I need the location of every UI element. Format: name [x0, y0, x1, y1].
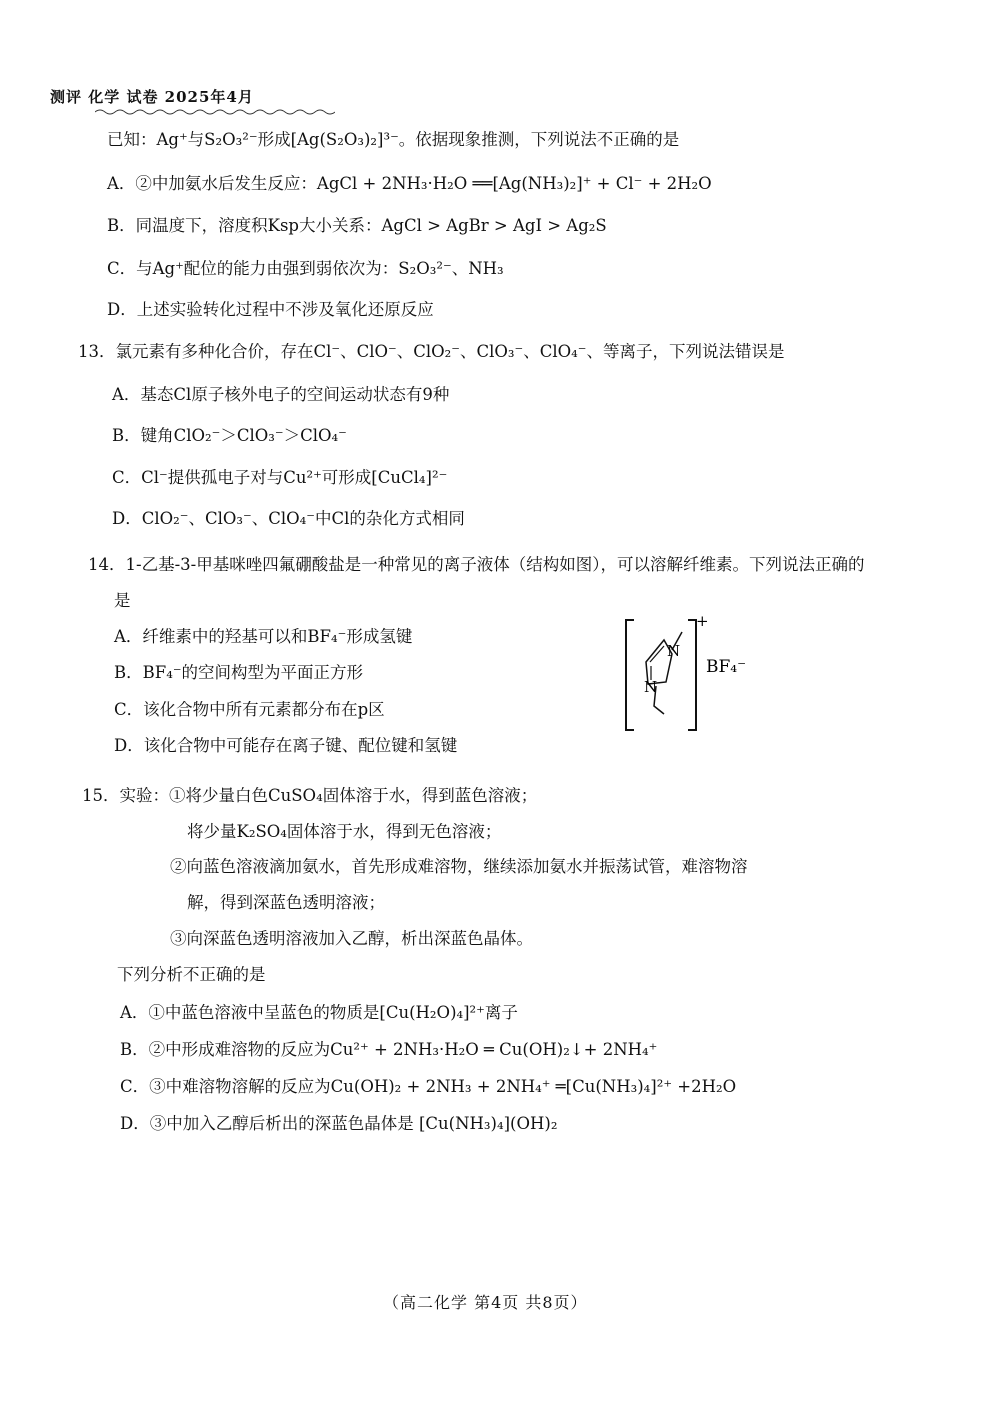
q14-stem-cont: 是 — [114, 591, 131, 610]
q12-option-b: B．同温度下，溶度积Ksp大小关系：AgCl > AgBr > AgI > Ag₂S — [107, 216, 607, 235]
q15-line-2: 将少量K₂SO₄固体溶于水，得到无色溶液； — [187, 822, 502, 841]
left-bracket — [626, 620, 634, 730]
q14-option-d: D．该化合物中可能存在离子键、配位键和氢键 — [114, 736, 458, 755]
q15-option-c: C．③中难溶物溶解的反应为Cu(OH)₂ + 2NH₃ + 2NH₄⁺ ═[Cu(NH₃)₄]²⁺ +2H₂O — [120, 1077, 737, 1096]
q13-option-a: A．基态Cl原子核外电子的空间运动状态有9种 — [112, 385, 450, 404]
anion-label: BF₄⁻ — [706, 657, 747, 677]
q12-option-c: C．与Ag⁺配位的能力由强到弱依次为：S₂O₃²⁻、NH₃ — [107, 259, 504, 278]
nitrogen-top-label: N — [667, 642, 681, 660]
page-footer: （高二化学 第4页 共8页） — [383, 1293, 588, 1312]
q14-stem: 14．1-乙基-3-甲基咪唑四氟硼酸盐是一种常见的离子液体（结构如图），可以溶解纤维素。下列说法正确的 — [88, 555, 865, 574]
q15-line-5: ③向深蓝色透明溶液加入乙醇，析出深蓝色晶体。 — [170, 929, 533, 948]
q15-line-1: 15．实验：①将少量白色CuSO₄固体溶于水，得到蓝色溶液； — [82, 786, 538, 805]
right-bracket — [688, 620, 696, 730]
q15-ask: 下列分析不正确的是 — [117, 965, 266, 984]
q13-option-d: D．ClO₂⁻、ClO₃⁻、ClO₄⁻中Cl的杂化方式相同 — [112, 509, 465, 528]
q12-option-d: D．上述实验转化过程中不涉及氧化还原反应 — [107, 300, 434, 319]
q15-line-3: ②向蓝色溶液滴加氨水，首先形成难溶物，继续添加氨水并振荡试管，难溶物溶 — [170, 857, 748, 876]
q12-option-a: A．②中加氨水后发生反应：AgCl + 2NH₃·H₂O ══[Ag(NH₃)₂]⁺ + Cl⁻ + 2H₂O — [107, 174, 712, 193]
q13-option-c: C．Cl⁻提供孤电子对与Cu²⁺可形成[CuCl₄]²⁻ — [112, 468, 448, 487]
nitrogen-bottom-label: N — [644, 678, 658, 696]
q13-stem: 13．氯元素有多种化合价，存在Cl⁻、ClO⁻、ClO₂⁻、ClO₃⁻、ClO₄⁻、等离子，下列说法错误是 — [78, 342, 785, 361]
q14-option-c: C．该化合物中所有元素都分布在p区 — [114, 700, 385, 719]
q12-stem: 已知：Ag⁺与S₂O₃²⁻形成[Ag(S₂O₃)₂]³⁻。依据现象推测，下列说法不正确的是 — [107, 130, 680, 149]
q15-line-4: 解，得到深蓝色透明溶液； — [187, 893, 385, 912]
page-header: 测评 化学 试卷 2025年4月 — [50, 88, 254, 106]
imidazolium-structure-figure — [620, 614, 770, 736]
q15-option-a: A．①中蓝色溶液中呈蓝色的物质是[Cu(H₂O)₄]²⁺离子 — [120, 1003, 518, 1022]
cation-charge: + — [696, 614, 709, 630]
q15-option-b: B．②中形成难溶物的反应为Cu²⁺ + 2NH₃·H₂O ═ Cu(OH)₂↓+ 2NH₄⁺ — [120, 1040, 658, 1059]
q15-option-d: D．③中加入乙醇后析出的深蓝色晶体是 [Cu(NH₃)₄](OH)₂ — [120, 1114, 558, 1133]
q14-option-a: A．纤维素中的羟基可以和BF₄⁻形成氢键 — [114, 627, 413, 646]
underline-squiggle — [95, 108, 335, 116]
q14-option-b: B．BF₄⁻的空间构型为平面正方形 — [114, 663, 364, 682]
q13-option-b: B．键角ClO₂⁻＞ClO₃⁻＞ClO₄⁻ — [112, 426, 347, 445]
